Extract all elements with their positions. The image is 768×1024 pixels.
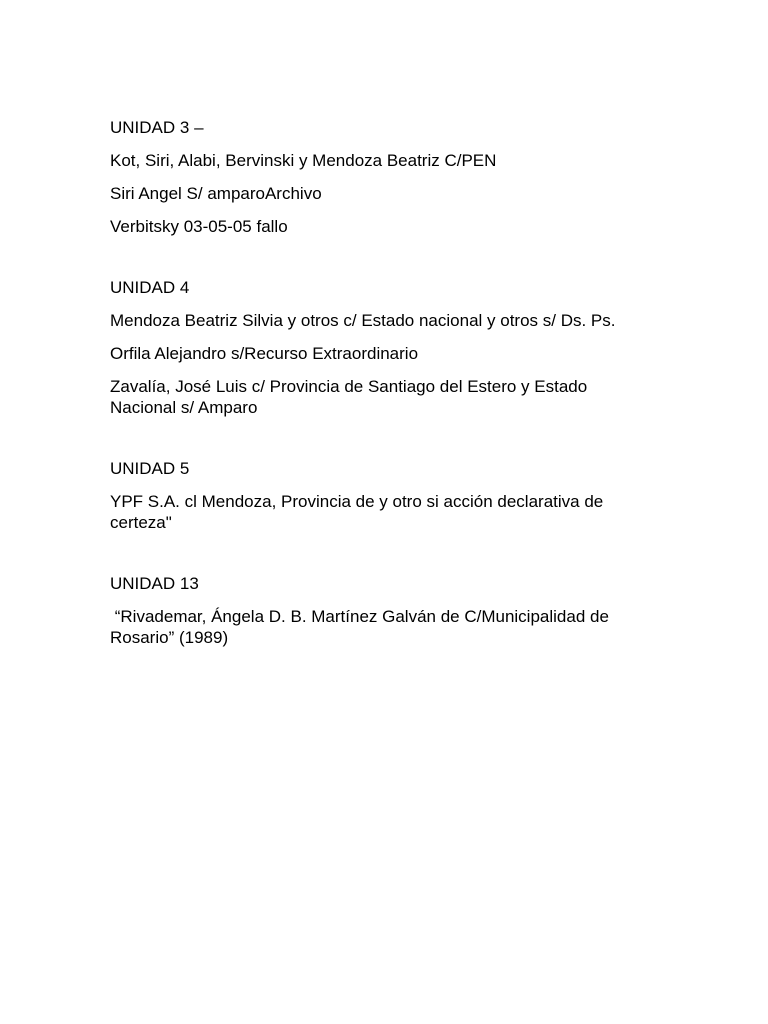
- case-entry: Siri Angel S/ amparoArchivo: [110, 184, 322, 203]
- document-content: [110, 117, 658, 660]
- section-unidad-13: [110, 573, 658, 648]
- section-heading: UNIDAD 13: [110, 574, 199, 593]
- case-entry: YPF S.A. cl Mendoza, Provincia de y otro si acción declarativa de certeza": [110, 492, 604, 532]
- case-entry: “Rivademar, Ángela D. B. Martínez Galván de C/Municipalidad de Rosario” (1989): [110, 607, 614, 647]
- section-unidad-4: [110, 277, 658, 418]
- case-entry: Orfila Alejandro s/Recurso Extraordinario: [110, 344, 419, 363]
- section-heading: UNIDAD 4: [110, 278, 190, 297]
- section-unidad-3: [110, 117, 658, 237]
- case-entry: Verbitsky 03-05-05 fallo: [110, 217, 288, 236]
- case-entry: Kot, Siri, Alabi, Bervinski y Mendoza Beatriz C/PEN: [110, 151, 497, 170]
- section-unidad-5: [110, 458, 658, 533]
- case-entry: Zavalía, José Luis c/ Provincia de Santiago del Estero y Estado Nacional s/ Amparo: [110, 377, 588, 417]
- section-heading: UNIDAD 3 –: [110, 118, 204, 137]
- case-entry: Mendoza Beatriz Silvia y otros c/ Estado nacional y otros s/ Ds. Ps.: [110, 311, 616, 330]
- section-heading: UNIDAD 5: [110, 459, 190, 478]
